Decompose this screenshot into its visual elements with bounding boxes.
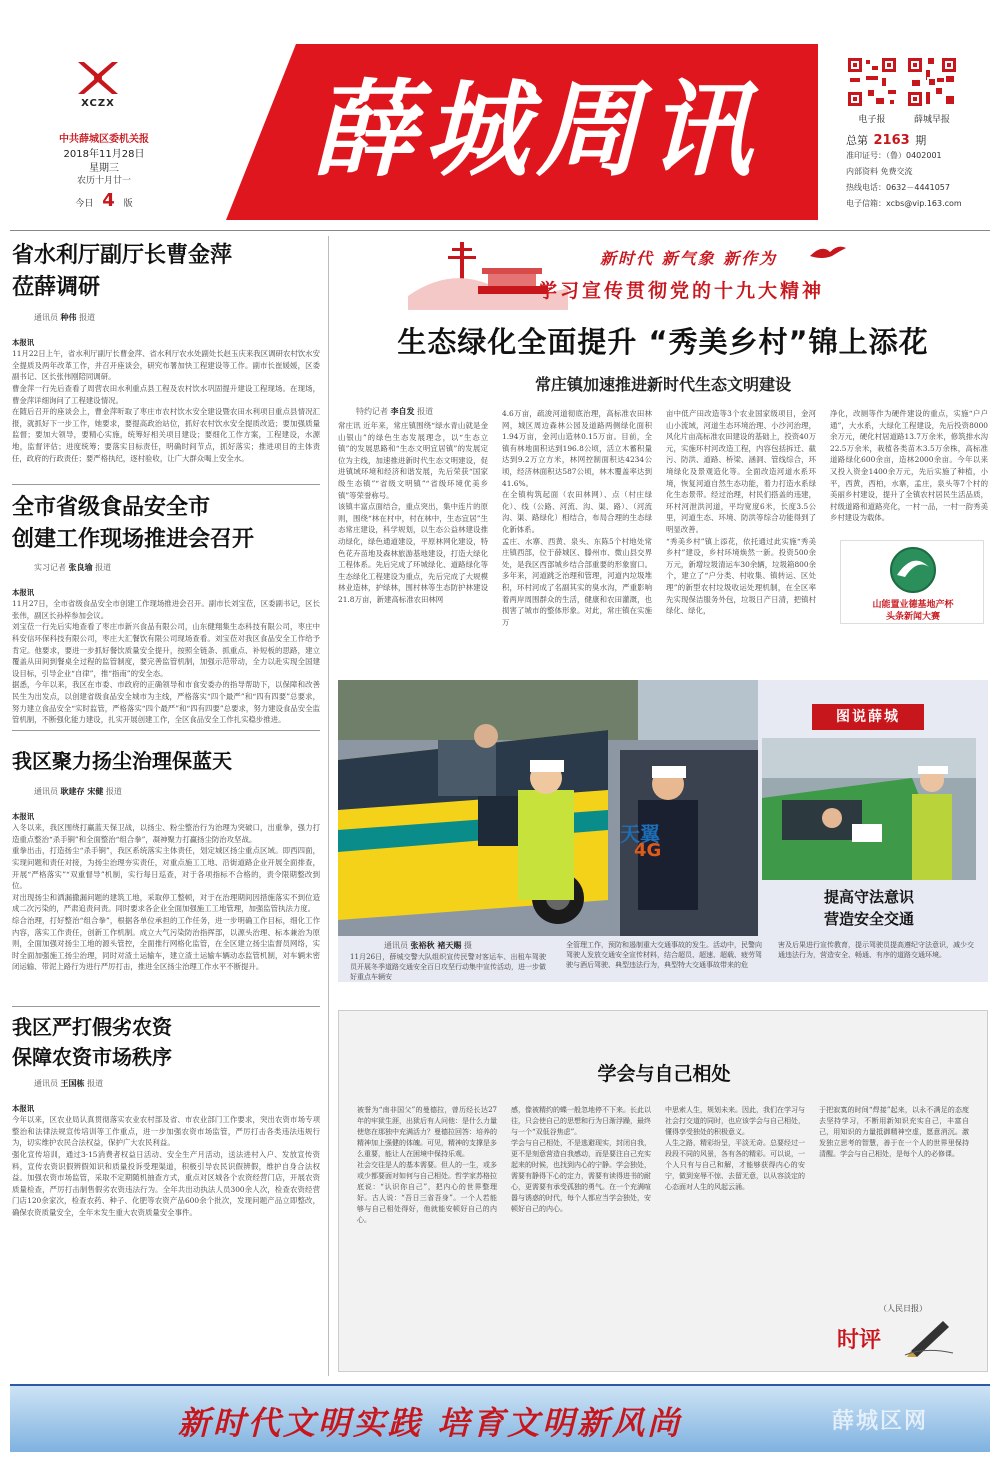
byline-suffix: 报道 <box>95 563 112 572</box>
footer-slogan: 新时代文明实践 培育文明新风尚 <box>177 1404 683 1442</box>
headline-line-1: 我区严打假劣农资 <box>12 1015 172 1039</box>
byline-role: 实习记者 <box>34 563 66 572</box>
qr-epaper-label: 电子报 <box>858 115 886 125</box>
lead-headline: 生态绿化全面提升 “秀美乡村”锦上添花 <box>397 325 929 359</box>
article-body <box>12 799 320 1007</box>
article-lead: 本报讯 <box>12 587 35 597</box>
article-water-resources <box>12 240 320 476</box>
article-body <box>12 1091 320 1369</box>
hotline: 热线电话：0632－4441057 <box>846 183 950 192</box>
photo-caption-col3: 害及后果进行宣传教育，提示驾驶员提高遵纪守法意识，减少交通违法行为，营造安全、畅通、有序的道路交通环境。 <box>778 941 974 959</box>
bus-ad-text1: 天翼 <box>620 822 660 846</box>
lead-column-4: 净化，改厕等作为硬件建设的重点，实施“户户通”，大水系，大绿化工程建设，先后投资8000余万元，硬化村居道路13.7万余米，修筑排水沟22.5万余米，栽植各类苗木3.5万余株，高标准道路绿化600余亩，造林2000余亩。今年以来又投入资金1400余万元，先后实施了种植，小平，西黄，西柏，水寨，孟庄，泉头等7个村的美丽乡村建设，提升了全镇农村居民生活品质，村级道路和道路亮化，一村一品，一村一韵秀美乡村建设为载体。 <box>830 409 988 523</box>
title-block <box>226 44 818 220</box>
byline-role: 通讯员 <box>34 313 58 322</box>
article-byline <box>34 786 320 797</box>
page-count-post: 版 <box>123 199 133 209</box>
taxi-inspection-photo <box>762 738 976 880</box>
byline-suffix: 报道 <box>105 787 122 796</box>
byline-role: 通讯员 <box>384 941 408 950</box>
photo-feature <box>338 680 988 982</box>
article-text: 入冬以来，我区围绕打赢蓝天保卫战，以扬尘、粉尘整治行为治理为突破口，出重拳，强力打造重点整治“杀手锏”和全面整治“组合拳”，凝神聚力打赢扬尘防治攻坚战。 重拳出击，打造扬尘“杀手锏”，我区系统落实主体责任，划定城区扬尘重点区域。即西四面，实现问题和责任对接，为扬尘治理夯实责任，对重点施工工地、沿街道路企业开展全面排查，开展“严格落实”“双重督导”机制，实行每日巡查，对于各项指标不合格的，责令限期整改到位。 对出现扬尘和洒漏撒漏问题的建筑工地，采取停工整顿，对于在治理期间因措施落实不到位造成二次污染的，严肃追责问责。同时要求各企业全面加强施工工地管理，加强监管执法力度。 综合治理，打好整治“组合拳”，根据各单位承担的工作任务，进一步明确工作目标，细化工作内容，落实工作责任，创新工作机制。成立大气污染防治指挥部，以源头治理、标本兼治为原则，全面加强对扬尘工地的源头管控，全面推行网格化监管，在全区建立扬尘监督员网络，实时全面加强施工扬尘治理，同时对渣土运输车，建立渣土运输车辆动态监管机制，对车辆未密闭运输、带泥上路行为进行严厉打击，推进全区扬尘治理工作水平不断提升。 <box>12 823 320 972</box>
commentary-col3: 中思索人生，规划未来。因此，我们在学习与社会打交道的同时，也应该学会与自己相处，懂得享受独处的积极意义。 人生之路，精彩纷呈，平淡无奇。总要经过一段段不同的风景，各有各的精彩。可以说，一个人只有与自己和解，才能够获得内心的安宁，做到宠辱不惊、去留无意，以从容淡定的心态面对人生的风起云涌。 <box>665 1106 805 1191</box>
byline-suffix: 报道 <box>79 313 96 322</box>
qr-code-icon <box>906 56 958 108</box>
commentary-tag: 时评 <box>837 1328 882 1353</box>
issue-number <box>846 132 976 148</box>
commentary-col4: 于把寂寞的时间“焊接”起来，以永不满足的态度去坚持学习，不断用新知识充实自己，丰富自己，用知识的力量抵御精神空虚，愿意消沉。激发独立思考的智慧，善于在一个人的世界里保持清醒。学会与自己相处，是每个人的必修课。 <box>819 1106 969 1158</box>
party-paper-label: 中共薛城区委机关报 <box>59 134 149 145</box>
bus-inspection-photo <box>338 680 758 936</box>
headline-line-2: 创建工作现场推进会召开 <box>12 527 255 552</box>
caption-title-line-2: 营造安全交通 <box>823 910 914 928</box>
site-watermark: 薛城区网 <box>832 1409 929 1434</box>
contest-logo-icon <box>883 545 943 595</box>
article-headline <box>12 240 320 304</box>
issue-no: 2163 <box>873 133 910 148</box>
commentary-box <box>338 1010 988 1372</box>
issue-label: 总第 <box>846 134 868 147</box>
qr-morning-paper[interactable] <box>906 56 958 108</box>
page-count-number: 4 <box>102 190 115 211</box>
banner-slogan-main: 学习宣传贯彻党的十九大精神 <box>538 280 825 302</box>
byline-name: 王国栋 <box>60 1078 85 1088</box>
article-lead: 本报讯 <box>12 1103 35 1113</box>
footer-banner <box>10 1384 990 1452</box>
byline-name: 张良瑜 <box>68 562 93 572</box>
photo-section-tag: 图说薛城 <box>812 704 924 730</box>
contest-ad-line2: 头条新闻大赛 <box>885 612 940 622</box>
lead-column-2: 4.6万亩，疏浚河道彻底治理，高标准农田林网，城区周边森林公园及道路两侧绿化面积1.94万亩，金河山造林0.15万亩。目前，全镇有林地面积达到196.8公顷，活立木蓄积量达到9.2万立方米，林网控制面积达4234公顷，经济林面积达587公顷，林木覆盖率达到41.6%。 在全镇构筑起面（农田林网）、点（村庄绿化）、线（公路、河流、沟、渠、路）、（河流沟、渠、路绿化）相结合，布局合理的生态绿化新体系。 孟庄、水寨、西黄、泉头、东陈5个村地处常庄镇西部，位于薛城区、滕州市、微山县交界处，是我区西部城乡结合部重要的形象窗口。多年来，河道跳乏治理和管理，河道内垃圾堆积，环村河成了名副其实的臭水沟，严重影响着两岸周围群众的生活，健康和农田灌溉，也损害了城市的整体形象。对此，常庄镇在实施万 <box>502 409 652 627</box>
lead-column-3: 亩中低产田改造等3个农业国家级项目，金河山小流域，河道生态环境治理、小沙河治理，风化片亩高标准农田建设的基础上，投资40万元，实施环村河改造工程，内容包括拆迁、截污、防洪、道路、桥梁、涵洞、管线综合，环境绿化及景观造化等。全面改造河道水系环境，恢复河道自然生态功能，着力打造水系绿化生态景带。经过治理，村民们搭盖的违建，环村河泄洪河道，平均宽度6米，长度3.5公里，河道生态、环境、防洪等综合功能得到了明显改善。 “秀美乡村”镇上添花，依托通过此实施“秀美乡村”建设，乡村环境焕然一新。投资500余万元，新增垃圾清运车30余辆，垃圾箱800余个，建立了“户分类、村收集、镇转运、区处理”的新型农村垃圾收运处理机制，在全区率先实现保洁服务外包，垃圾日产日清，把镇村绿化、绿化， <box>666 409 816 616</box>
article-dust-control <box>12 746 320 1008</box>
left-article-divider <box>12 484 320 485</box>
logo-text: XCZX <box>81 98 115 109</box>
commentary-col2: 感，像被精约的蝶一般忽地停不下来。长此以往，只会使自己的思想和行为日渐浮躁，最终与一个“双低谷焦虑”。 学会与自己相处，不是逃避现实，封闭自我，更不是刻意营造自我感动，而是要注自己充实起来的时候，也找到内心的宁静。学会独处，需要有静得下心的定力，需要有读得进书的耐心，更需要有承受孤独的勇气。在一个充满喧嚣与诱惑的时代，每个人都应当学会独处，安顿好自己的内心。 <box>511 1106 651 1213</box>
masthead <box>0 0 1000 228</box>
article-headline: 我区聚力扬尘治理保蓝天 <box>12 749 232 773</box>
byline-suffix: 报道 <box>87 1079 104 1088</box>
commentary-col1: 被誉为“南非国父”的曼德拉，曾历经长达27年的牢狱生涯，出狱后有人问他：是什么力量使您在那独中充满活力？曼德拉回答：培养的精神加上强健的体魄。可见，精神的支撑是多么重要，能让人在困境中保持乐观。 社会交往是人的基本需要。但人的一生，或多或少都要面对如何与自己相处。哲学家苏格拉底说：“认识你自己”，把内心的世界整理好。古人说：“吾日三省吾身”。一个人若能够与自己相处得好，他就能安顿好自己的内心。 <box>357 1106 497 1224</box>
byline-role: 特约记者 <box>356 407 388 416</box>
pen-icon <box>905 1317 955 1357</box>
masthead-divider <box>10 230 990 231</box>
byline-name: 李自发 <box>390 406 415 416</box>
lead-subhead: 常庄镇加速推进新时代生态文明建设 <box>534 375 791 394</box>
article-byline <box>34 562 320 573</box>
left-article-divider <box>12 730 320 731</box>
article-agri-supplies <box>12 1012 320 1374</box>
left-article-divider <box>12 1006 320 1007</box>
commentary-source: （人民日报） <box>879 1304 927 1313</box>
article-food-safety <box>12 492 320 725</box>
article-text: 11月27日，全市省级食品安全市创建工作现场推进会召开。副市长刘宝莅，区委副书记，区长张伟，副区长孙梓参加会议。 刘宝莅一行先后实地查看了枣庄市新兴食品有限公司，山东健翔集生态科技有限公司，枣庄中科安信环保科技有限公司，枣庄大汇餐饮有限公司现场查看。刘宝莅对我区食品安全工作给予肯定。他要求，要进一步抓好餐饮质量安全提升，按照全链条、抓重点、补短板的思路，建立覆盖从田间到餐桌全过程的监管制度，要完善监管机制，加强示范带动，全力以赴实现全国建设目标，引导企业“自律”，推“指南”的安全态。 据悉，今年以来，我区在市委、市政府的正确领导和市食安委办的指导帮助下，以保障和改善民生为出发点，以创建省级食品安全城市为主线，严格落实“四个最严”和“四有四要”总要求，努力建立食品安全“实时监管，严格落实“四个最严”和“四有四要”总要求，努力建设食品安全监管机制，不断强化能力建设，扎实开展创建工作，全区食品安全工作扎实稳步推进。 <box>12 599 320 725</box>
left-column-divider <box>328 236 329 1376</box>
qr-epaper[interactable] <box>846 56 898 108</box>
headline-line-2: 莅薛调研 <box>12 275 101 300</box>
article-byline <box>34 1078 320 1089</box>
photo-caption-title <box>774 886 964 930</box>
byline-names: 张裕秋 褚天赐 <box>410 940 462 950</box>
xczx-logo-icon <box>68 58 128 98</box>
email: 电子信箱：xcbs@vip.163.com <box>846 199 962 208</box>
paper-title: 薛城周讯 <box>312 68 761 191</box>
contest-ad[interactable] <box>840 540 984 624</box>
article-body <box>12 575 320 725</box>
lunar-date: 农历十月廿一 <box>76 176 131 186</box>
byline-suffix: 报道 <box>417 407 434 416</box>
article-headline <box>12 1012 320 1072</box>
print-permit: 准印证号：（鲁）0402001 <box>846 151 942 160</box>
bus-photo[interactable] <box>338 680 758 936</box>
article-headline <box>12 492 320 556</box>
article-body <box>12 325 320 471</box>
lead-byline <box>356 406 433 417</box>
paper-logo <box>68 58 128 109</box>
bus-ad-text2: 4G <box>634 840 662 861</box>
banner-slogan-top: 新时代 新气象 新作为 <box>600 249 778 268</box>
internal-note: 内部资料 免费交流 <box>846 167 913 176</box>
lead-column-1: 常庄讯 近年来，常庄镇围绕“绿水青山就是金山银山”的绿色生态发展理念，以“生态立镇”的发展思路和“生态文明宜居镇”的发展定位为主线，加速推进新时代生态文明建设，促进镇域环境和经济和谐发展，先后荣获“国家级生态镇”“省级文明镇”“省级环境优美乡镇”等荣誉称号。 该镇丰富点面结合，重点突出，集中连片的原则，围绕“林在村中，村在林中，生态宜居”生态常庄建设，科学规划，以生态公益林建设推动绿化，绿色通道建设，平原林网化建设，特色花卉苗地及森林旅游基地建设，打造大绿化工程体系。先后完成了环城绿化、道路绿化等生态绿化工程建设为重点，先后完成了大规模林业造林，护绿林，围村林等生态防护林建设21.8万亩，新建高标准农田林网 <box>338 421 488 604</box>
qr-morning-label: 薛城早报 <box>913 115 950 125</box>
byline-names: 耿建存 宋健 <box>60 786 104 796</box>
page-count-pre: 今日 <box>75 199 94 209</box>
issue-suffix: 期 <box>915 134 927 147</box>
byline-name: 种伟 <box>60 312 77 322</box>
headline-line-1: 省水利厅副厅长曹金萍 <box>12 243 233 268</box>
headline-line-1: 全市省级食品安全市 <box>12 495 211 520</box>
contest-ad-line1: 山能置业德基地产杯 <box>872 600 954 610</box>
article-lead: 本报讯 <box>12 811 35 821</box>
article-text: 今年以来，区农业局认真贯彻落实农业农村部及省、市农业部门工作要求，突出农资市场专项整治和法律法规宣传培训等工作重点，进一步加强农资市场监管，严厉打击各类违法违规行为，切实维护农民合法权益，保护广大农民利益。 强化宣传培训，通过3·15消费者权益日活动、安全生产月活动，送法进村入户、发放宣传资料，宣传农资识假辨假知识和质量投诉受理渠道，积极引导农民识假辨假，维护自身合法权益。加强农资市场监管，采取不定期随机抽查方式，重点对区城各个农资经营门店，开展农资质量检查，严厉打击制售假劣农资违法行为。全年共出动执法人员300余人次，检查农资经营门店120余家次，检查农药、种子、化肥等农资产品600余个批次，发现问题产品立即整改，确保农资质量安全，全年未发生重大农资质量安全事件。 <box>12 1115 320 1217</box>
study-banner <box>338 238 988 310</box>
issue-weekday: 星期三 <box>89 163 119 174</box>
headline-line-2: 保障农资市场秩序 <box>12 1045 172 1069</box>
photo-caption-col2: 全管理工作，预防和遏制重大交通事故的发生。活动中，民警向驾驶人发放交通安全宣传材料，结合超员、超速、超载、疲劳驾驶与酒后驾驶、典型违法行为，典型特大交通事故带来的危 <box>566 941 762 969</box>
taxi-photo[interactable] <box>762 738 976 880</box>
commentary-title: 学会与自己相处 <box>597 1063 731 1085</box>
article-lead: 本报讯 <box>12 337 35 347</box>
page-count <box>34 190 174 211</box>
caption-title-line-1: 提高守法意识 <box>823 888 914 906</box>
byline-suffix: 摄 <box>463 941 472 950</box>
byline-role: 通讯员 <box>34 787 58 796</box>
article-byline <box>34 312 320 323</box>
qr-code-icon <box>846 56 898 108</box>
article-text: 11月22日上午，省水利厅副厅长曹金萍、省水利厅农水处副处长赵玉庆来我区调研农村饮水安全提质及两年改革工作，并召开座谈会，研究布署加快工程建设等工作。副市长崔媛媛，区委副书记、区长张伟刚陪同调研。 曹金萍一行先后查看了周营农田水利重点县工程及农村饮水巩固提升建设工程现场。在现场，曹金萍详细询问了工程建设情况。 在随后召开的座谈会上，曹金萍听取了枣庄市农村饮水安全建设暨农田水利项目重点县情况汇报，就抓好下一步工作，她要求，要提高政治站位，抓好农村饮水安全提质改造；要加强质量监督；要加大领导，要精心实施，统筹好相关项目建设；要细化工作方案，工程建设，水源地，监督评估；进度统筹；要落实目标责任，明确时间节点，抓好落实；推进项目的主体责任，政府的行政责任；要严格执纪，逐村验收，让广大群众喝上安全水。 <box>12 349 320 463</box>
byline-role: 通讯员 <box>34 1079 58 1088</box>
dove-icon <box>808 242 848 262</box>
issue-date: 2018年11月28日 <box>63 149 145 160</box>
photo-caption-col1: 11月26日，薛城交警大队组织宣传民警对客运车、出租车驾驶员开展冬季道路交通安全百日攻坚行动集中宣传活动，进一步做好重点车辆安 <box>350 953 546 981</box>
photo-byline <box>384 940 472 951</box>
